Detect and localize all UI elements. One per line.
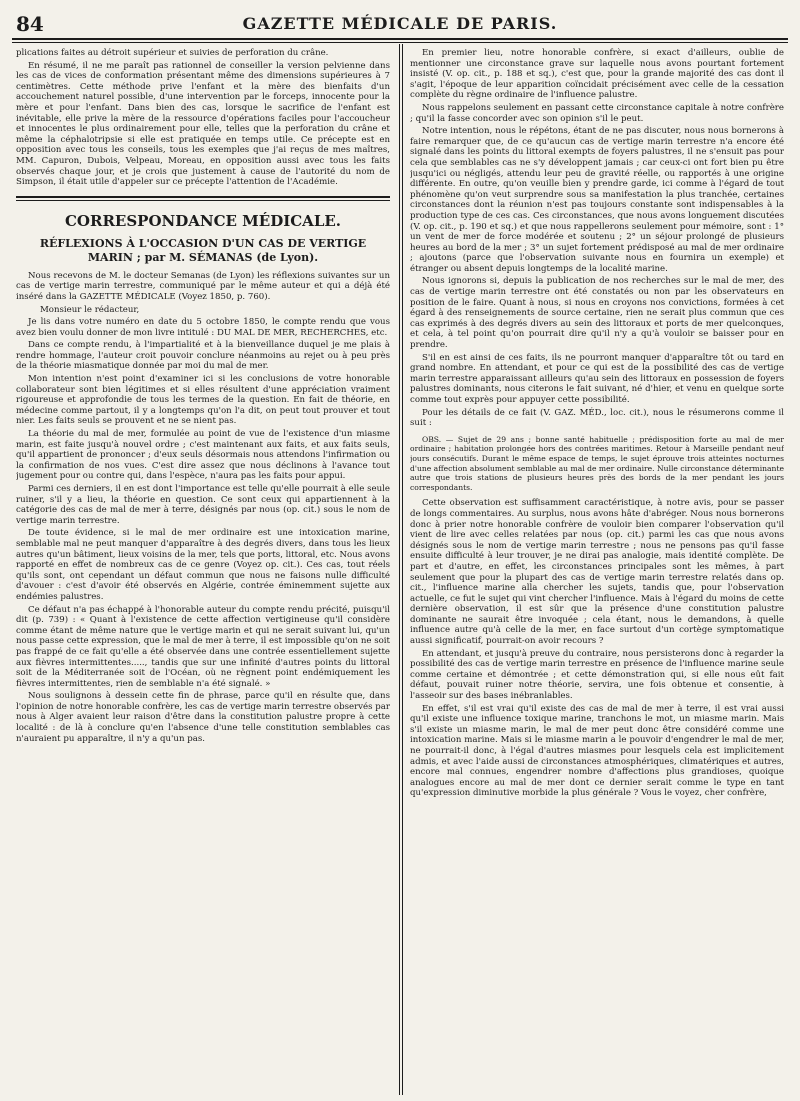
- paragraph: En premier lieu, notre honorable confrère, si exact d'ailleurs, oublie de mentionner une circonstance grave sur laquelle nous avons pourtant fortement insisté (V. op. cit., p. 188 et sq.), c'est que, pour la grande majorité des cas dont il s'agit, l'époque de leur apparition coïncidait précisément avec celle de la cessation complète du règne ordinaire de l'influence palustre.: [410, 48, 784, 101]
- paragraph: Parmi ces derniers, il en est dont l'importance est telle qu'elle pourrait à elle seule ruiner, s'il y a lieu, la théorie en question. Ce sont ceux qui appartiennent à la catégorie des cas de mal de mer à terre, désignés par nous (op. cit.) sous le nom de vertige marin terrestre.: [16, 484, 390, 526]
- left-column: [16, 48, 390, 1095]
- header-rule: [12, 42, 788, 43]
- paragraph: S'il en est ainsi de ces faits, ils ne pourront manquer d'apparaître tôt ou tard en grand nombre. En attendant, et pour ce qui est de la possibilité des cas de vertige marin terrestre apparaissant ailleurs qu'au sein des littoraux en possession de foyers palustres dominants, nous citerons le fait suivant, né d'hier, et venu en quelque sorte comme tout exprès pour appuyer cette possibilité.: [410, 352, 784, 405]
- paragraph: plications faites au détroit supérieur et suivies de perforation du crâne.: [16, 48, 329, 58]
- paragraph: Nous ignorons si, depuis la publication de nos recherches sur le mal de mer, des cas de vertige marin terrestre ont été constatés ou non par les observateurs en position de le faire. Quant à nous, si nous en croyons nos convictions, formées à cet égard à des renseignements de source certaine, rien ne serait plus commun que ces cas exprimés à des degrés divers au sein des littoraux et ports de mer quelconques, et cela, à tel point qu'on pourrait dire qu'il n'y a qu'à vouloir se baisser pour en prendre.: [410, 276, 784, 351]
- salutation: Monsieur le rédacteur,: [40, 304, 140, 315]
- paragraph: Nous soulignons à dessein cette fin de phrase, parce qu'il en résulte que, dans l'opinion de notre honorable confrère, les cas de vertige marin terrestre observés par nous à Alger avaient leur raison d'être dans la constitution palustre propre à cette localité : de là à conclure qu'en l'absence d'une telle constitution semblables cas n'auraient pu apparaître, il n'y a qu'un pas.: [16, 691, 390, 744]
- paragraph: Notre intention, nous le répétons, étant de ne pas discuter, nous nous bornerons à faire remarquer que, de ce qu'aucun cas de vertige marin terrestre n'a encore été signalé dans les points du littoral exempts de foyers palustres, il ne s'ensuit pas pour cela que semblables cas ne s'y développent jamais ; car ceux-ci ont fort bien pu être jusqu'ici ou négligés, attendu leur peu de gravité réelle, ou rapportés à une origine différente. En outre, qu'on veuille bien y prendre garde, ici comme à l'égard de tout phénomène qu'on veut surprendre sous sa manifestation la plus tranchée, certaines circonstances dont la réunion n'est pas toujours constante sont indispensables à la production type de ces cas. Ces circonstances, que nous avons longuement discutées (V. op. cit., p. 190 et sq.) et que nous rappellerons seulement pour mémoire, sont : 1° un vent de mer de force modérée et soutenu ; 2° un séjour prolongé de plusieurs heures au bord de la mer ; 3° un sujet fortement prédisposé au mal de mer ordinaire ; ajoutons (parce que l'observation suivante nous en fournira un exemple) et étranger ou absent depuis longtemps de la localité marine.: [410, 126, 784, 274]
- observation-note: OBS. — Sujet de 29 ans ; bonne santé habituelle ; prédisposition forte au mal de mer ordinaire ; habitation prolongée hors des contrées maritimes. Retour à Marseille pendant neuf jours consécutifs. Durant le même espace de temps, le sujet éprouve trois atteintes nocturnes d'une affection absolument semblable au mal de mer ordinaire. Nulle circonstance déterminante autre que trois stations de plusieurs heures près des bords de la mer pendant les jours correspondants.: [410, 434, 784, 492]
- page-number: 84: [16, 12, 44, 36]
- paragraph: Pour les détails de ce fait (V. GAZ. MÉD., loc. cit.), nous le résumerons comme il suit :: [410, 407, 784, 429]
- column-divider-inner: [402, 44, 403, 1095]
- journal-title: GAZETTE MÉDICALE DE PARIS.: [242, 14, 558, 33]
- paragraph: Mon intention n'est point d'examiner ici si les conclusions de votre honorable collaborateur sont bien légitimes et si elles résultent d'une appréciation vraiment rigoureuse et approfondie de tous les termes de la question. En fait de théorie, en médecine comme partout, il y a longtemps qu'on l'a dit, on peut tout prouver et tout nier. Les faits seuls se prouvent et ne se nient pas.: [16, 374, 390, 427]
- paragraph: Dans ce compte rendu, à l'impartialité et à la bienveillance duquel je me plais à rendre hommage, l'auteur croit pouvoir conclure néanmoins au rejet ou à peu près de la théorie miasmatique donnée par moi du mal de mer.: [16, 340, 390, 372]
- column-divider: [399, 44, 400, 1095]
- paragraph: Je lis dans votre numéro en date du 5 octobre 1850, le compte rendu que vous avez bien voulu donner de mon livre intitulé : DU MAL DE MER, RECHERCHES, etc.: [16, 317, 390, 338]
- paragraph: De toute évidence, si le mal de mer ordinaire est une intoxication marine, semblable mal ne peut manquer d'apparaître à des degrés divers, dans tous les lieux autres qu'un bâtiment, lieux voisins de la mer, tels que ports, littoral, etc. Nous avons rapporté en effet de nombreux cas de ce genre (Voyez op. cit.). Ces cas, tout réels qu'ils sont, ont cependant un défaut commun que nous ne faisons nulle difficulté d'avouer : c'est d'avoir été observés en Algérie, contrée éminemment sujette aux endémies palustres.: [16, 528, 390, 602]
- article-title: RÉFLEXIONS À L'OCCASION D'UN CAS DE VERTIGE MARIN ; par M. SÉMANAS (de Lyon).: [39, 236, 367, 264]
- paragraph: La théorie du mal de mer, formulée au point de vue de l'existence d'un miasme marin, est faite jusqu'à nouvel ordre ; c'est maintenant aux faits, et aux faits seuls, qu'il appartient de prononcer ; d'eux seuls désormais nous attendons l'infirmation ou la confirmation de nos vues. C'est dire assez que nous déclinons à l'avance tout jugement pour ou contre qui, dans l'espèce, n'aura pas les faits pour appui.: [16, 429, 390, 482]
- intro-paragraph: Nous recevons de M. le docteur Semanas (de Lyon) les réflexions suivantes sur un cas de vertige marin terrestre, communiqué par le même auteur et qui a déjà été inséré dans la GAZETTE MÉDICALE (Voyez 1850, p. 760).: [16, 270, 390, 302]
- paragraph: Ce défaut n'a pas échappé à l'honorable auteur du compte rendu précité, puisqu'il dit (p. 739) : « Quant à l'existence de cette affection vertigineuse qu'il considère comme étant de même nature que le vertige marin et qui ne serait suivant lui, qu'un nous passe cette expression, que le mal de mer à terre, il est impossible qu'on ne soit pas frappé de ce fait qu'elle a été observée dans une contrée essentiellement sujette aux fièvres intermittentes....., tandis que sur une infinité d'autres points du littoral soit de la Méditerranée soit de l'Océan, où ne règnent point endémiquement les fièvres intermittentes, rien de semblable n'a été signalé. »: [16, 604, 390, 689]
- paragraph: Nous rappelons seulement en passant cette circonstance capitale à notre confrère ; qu'il la fasse concorder avec son opinion s'il le peut.: [410, 102, 784, 124]
- section-divider: [16, 196, 390, 201]
- paragraph: En effet, s'il est vrai qu'il existe des cas de mal de mer à terre, il est vrai aussi qu'il existe une influence toxique marine, tranchons le mot, un miasme marin. Mais s'il existe un miasme marin, le mal de mer peut donc être considéré comme une intoxication marine. Mais si le miasme marin a le pouvoir d'engendrer le mal de mer, ne pourrait-il donc, à l'égal d'autres miasmes pour lesquels cela est implicitement admis, et avec l'aide aussi de circonstances atmosphériques, climatériques et autres, encore mal connues, engendrer nombre d'affections plus grandioses, quoique analogues encore au mal de mer dont ce dernier serait comme le type en tant qu'expression diminutive morbide la plus générale ? Vous le voyez, cher confrère,: [410, 703, 784, 799]
- paragraph: En résumé, il ne me paraît pas rationnel de conseiller la version pelvienne dans les cas de vices de conformation présentant même des dimensions supérieures à 7 centimètres. Cette méthode prive l'enfant et la mère des bienfaits d'un accouchement naturel possible, d'une intervention par le forceps, innocente pour la mère et pour l'enfant. Dans bien des cas, lorsque le sacrifice de l'enfant est inévitable, elle prive la mère de la ressource d'opérations faciles pour l'accoucheur et innocentes le plus ordinairement pour elle, telles que la perforation du crâne et même la céphalotripsie si elle est pratiquée en temps utile. Ce précepte est en opposition avec tous les conseils, tous les exemples que j'ai reçus de mes maîtres, MM. Capuron, Dubois, Velpeau, Moreau, en opposition aussi avec tous les faits observés chaque jour, et je crois que justement à cause de l'autorité du nom de Simpson, il était utile d'appeler sur ce précepte l'attention de l'Académie.: [16, 60, 390, 188]
- section-title: CORRESPONDANCE MÉDICALE.: [64, 211, 342, 230]
- right-column: [410, 48, 784, 1095]
- paragraph: Cette observation est suffisamment caractéristique, à notre avis, pour se passer de longs commentaires. Au surplus, nous avons hâte d'abréger. Nous nous bornerons donc à prier notre honorable confrère de vouloir bien comparer l'observation qu'il vient de lire avec celles relatées par nous (op. cit.) parmi les cas que nous avons désignés sous le nom de vertige marin terrestre ; nous ne pensons pas qu'il fasse ensuite difficulté à leur trouver, je ne dirai pas analogie, mais identité complète. De part et d'autre, en effet, les circonstances principales sont les mêmes, à part seulement que pour la plupart des cas de vertige marin terrestre relatés dans op. cit., l'influence marine alla chercher les sujets, tandis que, pour l'observation actuelle, ce fut le sujet qui vint chercher l'influence. Mais à l'égard du moins de cette dernière observation, il est sûr que la présence d'une constitution palustre dominante ne saurait être invoquée ; cela étant, nous le demandons, à quelle influence autre qu'à celle de la mer, en face surtout d'un cortège symptomatique aussi significatif, pourrait-on avoir recours ?: [410, 498, 784, 647]
- paragraph: En attendant, et jusqu'à preuve du contraire, nous persisterons donc à regarder la possibilité des cas de vertige marin terrestre en présence de l'influence marine seule comme certaine et démontrée ; et cette démonstration qui, si elle nous eût fait défaut, pouvait ruiner notre théorie, servira, une fois obtenue et consentie, à l'asseoir sur des bases inébranlables.: [410, 648, 784, 702]
- page-header: [12, 10, 788, 40]
